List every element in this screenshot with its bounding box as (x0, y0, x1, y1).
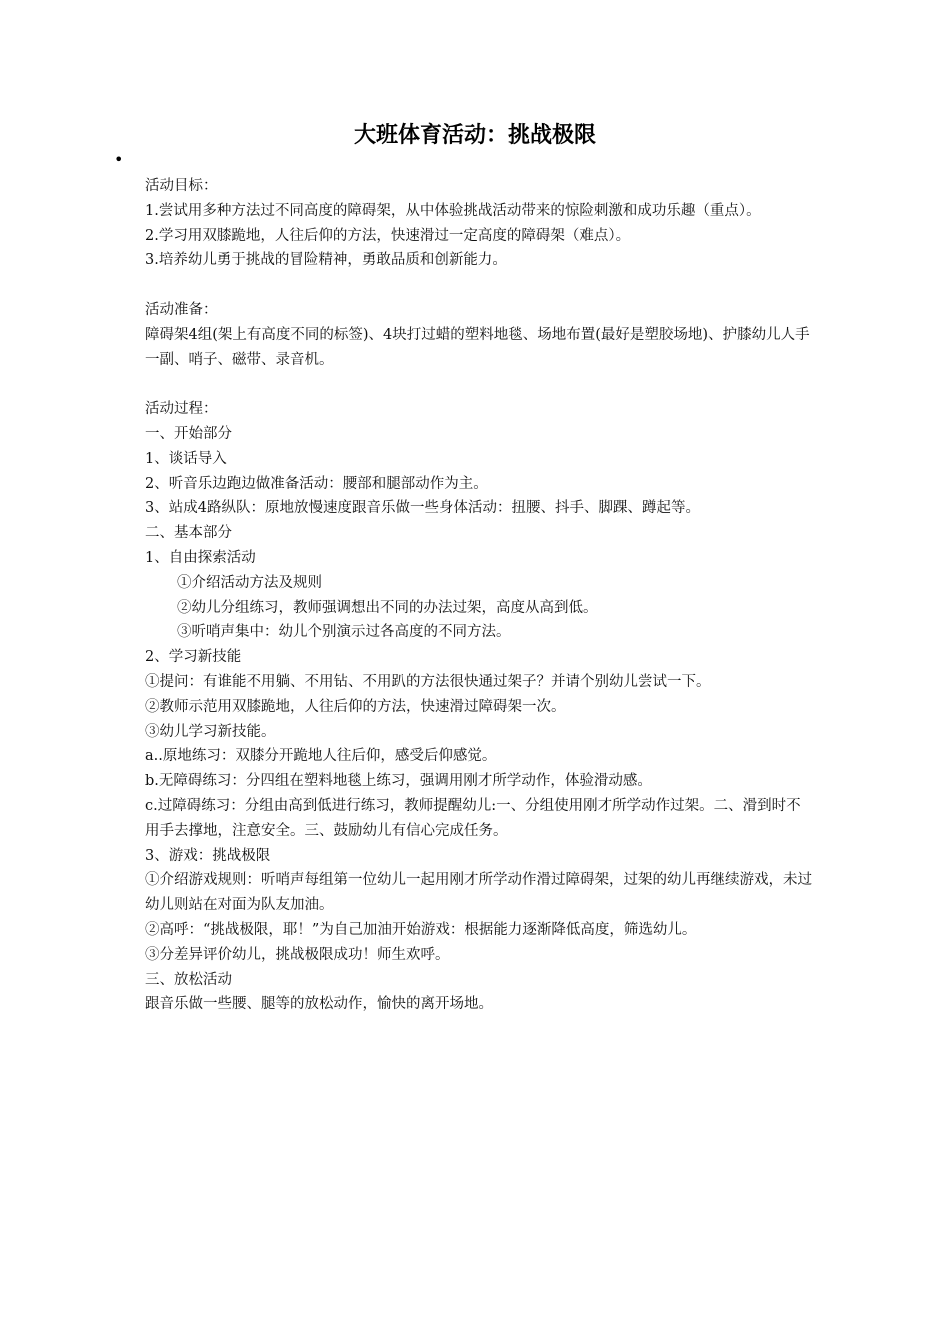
list-item: c.过障碍练习：分组由高到低进行练习，教师提醒幼儿:一、分组使用刚才所学动作过架。二、滑到时不用手去撑地，注意安全。三、鼓励幼儿有信心完成任务。 (145, 797, 801, 839)
process-heading: 活动过程： (145, 401, 218, 418)
list-item: ①介绍游戏规则：听哨声每组第一位幼儿一起用刚才所学动作滑过障碍架，过架的幼儿再继续游戏，未过幼儿则站在对面为队友加油。 (145, 872, 812, 914)
section-heading: 二、基本部分 (145, 525, 232, 542)
goal-item: 3.培养幼儿勇于挑战的冒险精神，勇敢品质和创新能力。 (145, 252, 507, 269)
list-item: ②幼儿分组练习，教师强调想出不同的办法过架，高度从高到低。 (177, 599, 598, 616)
section-heading: 一、开始部分 (145, 425, 232, 442)
subsection-heading: 2、学习新技能 (145, 649, 242, 666)
list-item: b.无障碍练习：分四组在塑料地毯上练习，强调用刚才所学动作，体验滑动感。 (145, 773, 652, 790)
list-item: ②教师示范用双膝跪地，人往后仰的方法，快速滑过障碍架一次。 (145, 698, 566, 715)
list-item: 3、站成4路纵队：原地放慢速度跟音乐做一些身体活动：扭腰、抖手、脚踝、蹲起等。 (145, 500, 700, 517)
list-item: 2、听音乐边跑边做准备活动：腰部和腿部动作为主。 (145, 475, 488, 492)
goal-item: 1.尝试用多种方法过不同高度的障碍架，从中体验挑战活动带来的惊险刺激和成功乐趣（重点）。 (145, 202, 761, 219)
list-item: ①介绍活动方法及规则 (177, 574, 322, 591)
list-item: ①提问：有谁能不用躺、不用钻、不用趴的方法很快通过架子？并请个别幼儿尝试一下。 (145, 673, 711, 690)
goals-heading: 活动目标： (145, 178, 218, 194)
list-item: ③分差异评价幼儿，挑战极限成功！师生欢呼。 (145, 946, 450, 963)
list-bullet: • (114, 150, 124, 169)
section-heading: 三、放松活动 (145, 971, 232, 988)
prep-heading: 活动准备： (145, 301, 218, 318)
spacer (145, 372, 815, 397)
document-body (145, 174, 815, 1017)
list-item: 跟音乐做一些腰、腿等的放松动作，愉快的离开场地。 (145, 996, 493, 1013)
goal-item: 2.学习用双膝跪地，人往后仰的方法，快速滑过一定高度的障碍架（难点）。 (145, 227, 631, 244)
prep-text: 障碍架4组(架上有高度不同的标签)、4块打过蜡的塑料地毯、场地布置(最好是塑胶场地)、护膝幼儿人手一副、哨子、磁带、录音机。 (145, 326, 810, 368)
list-item: a..原地练习：双膝分开跪地人往后仰，感受后仰感觉。 (145, 748, 497, 765)
list-item: ②高呼：“挑战极限，耶！”为自己加油开始游戏：根据能力逐渐降低高度，筛选幼儿。 (145, 921, 697, 938)
list-item: ③幼儿学习新技能。 (145, 723, 276, 740)
subsection-heading: 1、自由探索活动 (145, 549, 256, 566)
list-item: 1、谈话导入 (145, 450, 227, 467)
subsection-heading: 3、游戏：挑战极限 (145, 847, 271, 864)
document-title: 大班体育活动：挑战极限 (353, 123, 596, 148)
list-item: ③听哨声集中：幼儿个别演示过各高度的不同方法。 (177, 624, 511, 641)
spacer (145, 273, 815, 298)
